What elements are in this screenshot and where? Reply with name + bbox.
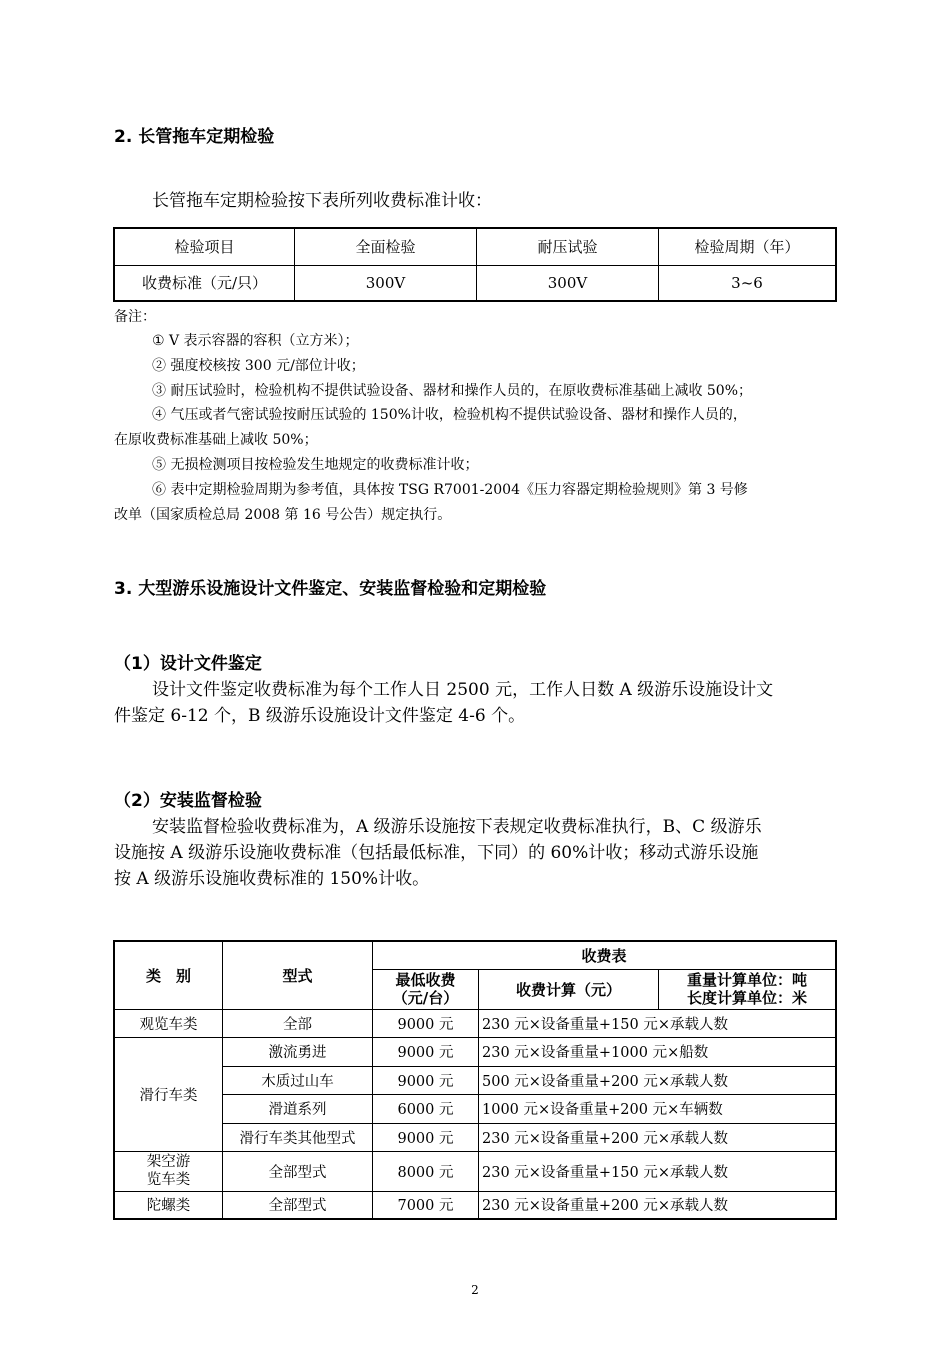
installation-line: 按 A 级游乐设施收费标准的 150%计收。: [114, 869, 430, 889]
cell-formula: 500 元×设备重量+200 元×承载人数: [479, 1066, 837, 1094]
cell-category: 陀螺类: [114, 1191, 223, 1219]
table-cell: 300V: [477, 265, 659, 301]
table-row: [114, 1009, 836, 1037]
table-header-cell: 检验周期（年）: [659, 228, 837, 265]
cell-min-fee: 8000 元: [373, 1151, 479, 1191]
note-item: ④ 气压或者气密试验按耐压试验的 150%计收，检验机构不提供试验设备、器材和操作人员的，: [152, 407, 747, 423]
header-min-fee: [373, 969, 479, 1009]
cell-min-fee: 9000 元: [373, 1123, 479, 1151]
design-review-line: 设计文件鉴定收费标准为每个工作人日 2500 元，工作人日数 A 级游乐设施设计文: [152, 680, 774, 700]
header-type: 型式: [223, 941, 373, 1009]
cell-min-fee: 9000 元: [373, 1066, 479, 1094]
section-2-heading: 2. 长管拖车定期检验: [114, 127, 275, 147]
section-2-intro: 长管拖车定期检验按下表所列收费标准计收：: [152, 191, 492, 211]
header-unit-line: 长度计算单位：米: [686, 989, 807, 1007]
cell-type: 滑道系列: [223, 1094, 373, 1123]
notes-label: 备注：: [114, 309, 156, 325]
header-fee-table: 收费表: [373, 941, 837, 969]
table-row: [114, 1066, 836, 1094]
cell-type: 激流勇进: [223, 1037, 373, 1066]
cell-formula: 230 元×设备重量+200 元×承载人数: [479, 1123, 837, 1151]
installation-line: 安装监督检验收费标准为，A 级游乐设施按下表规定收费标准执行，B、C 级游乐: [152, 817, 762, 837]
header-calculation: 收费计算（元）: [479, 969, 659, 1009]
cell-formula: 230 元×设备重量+1000 元×船数: [479, 1037, 837, 1066]
table-row: [114, 1191, 836, 1219]
cell-formula: 230 元×设备重量+200 元×承载人数: [479, 1191, 837, 1219]
table-row: [114, 1151, 836, 1191]
table-header-cell: 全面检验: [295, 228, 477, 265]
table-cell: 收费标准（元/只）: [114, 265, 295, 301]
section-3-heading: 3. 大型游乐设施设计文件鉴定、安装监督检验和定期检验: [114, 579, 547, 599]
subsection-installation-heading: （2）安装监督检验: [114, 791, 262, 811]
note-item: ① V 表示容器的容积（立方米）；: [152, 333, 359, 349]
cell-category-line: 览车类: [146, 1172, 191, 1188]
table-header-cell: 检验项目: [114, 228, 295, 265]
amusement-fee-table: [113, 940, 837, 1220]
cell-type: 全部型式: [223, 1191, 373, 1219]
tube-trailer-fee-table: [113, 227, 837, 302]
subsection-design-review-heading: （1）设计文件鉴定: [114, 654, 262, 674]
cell-min-fee: 9000 元: [373, 1009, 479, 1037]
table-cell: 300V: [295, 265, 477, 301]
cell-min-fee: 6000 元: [373, 1094, 479, 1123]
design-review-line: 件鉴定 6-12 个，B 级游乐设施设计文件鉴定 4-6 个。: [114, 706, 526, 726]
cell-min-fee: 9000 元: [373, 1037, 479, 1066]
cell-formula: 230 元×设备重量+150 元×承载人数: [479, 1009, 837, 1037]
note-item: ② 强度校核按 300 元/部位计收；: [152, 358, 365, 374]
installation-line: 设施按 A 级游乐设施收费标准（包括最低标准，下同）的 60%计收；移动式游乐设施: [114, 843, 759, 863]
table-row: [114, 1094, 836, 1123]
note-item: ⑥ 表中定期检验周期为参考值，具体按 TSG R7001-2004《压力容器定期检验规则》第 3 号修: [152, 482, 748, 498]
cell-formula: 230 元×设备重量+150 元×承载人数: [479, 1151, 837, 1191]
table-header-cell: 耐压试验: [477, 228, 659, 265]
cell-type: 木质过山车: [223, 1066, 373, 1094]
cell-category: [114, 1151, 223, 1191]
header-min-fee-line: 最低收费: [395, 971, 456, 989]
cell-type: 全部: [223, 1009, 373, 1037]
cell-type: 滑行车类其他型式: [223, 1123, 373, 1151]
header-min-fee-line: （元/台）: [392, 989, 459, 1007]
table-cell: 3~6: [659, 265, 837, 301]
note-item: ⑤ 无损检测项目按检验发生地规定的收费标准计收；: [152, 457, 479, 473]
table-row: [114, 1037, 836, 1066]
note-item: ③ 耐压试验时，检验机构不提供试验设备、器材和操作人员的，在原收费标准基础上减收 50%；: [152, 383, 753, 399]
cell-type: 全部型式: [223, 1151, 373, 1191]
header-units: [659, 969, 837, 1009]
cell-formula: 1000 元×设备重量+200 元×车辆数: [479, 1094, 837, 1123]
note-item-continued: 改单（国家质检总局 2008 第 16 号公告）规定执行。: [114, 507, 452, 523]
cell-category: 观览车类: [114, 1009, 223, 1037]
cell-category-line: 架空游: [146, 1154, 191, 1170]
table-row: [114, 1123, 836, 1151]
cell-category: 滑行车类: [114, 1037, 223, 1151]
header-category: 类 别: [114, 941, 223, 1009]
cell-min-fee: 7000 元: [373, 1191, 479, 1219]
note-item-continued: 在原收费标准基础上减收 50%；: [114, 432, 318, 448]
page-number: 2: [471, 1283, 479, 1297]
header-unit-line: 重量计算单位：吨: [686, 971, 807, 989]
